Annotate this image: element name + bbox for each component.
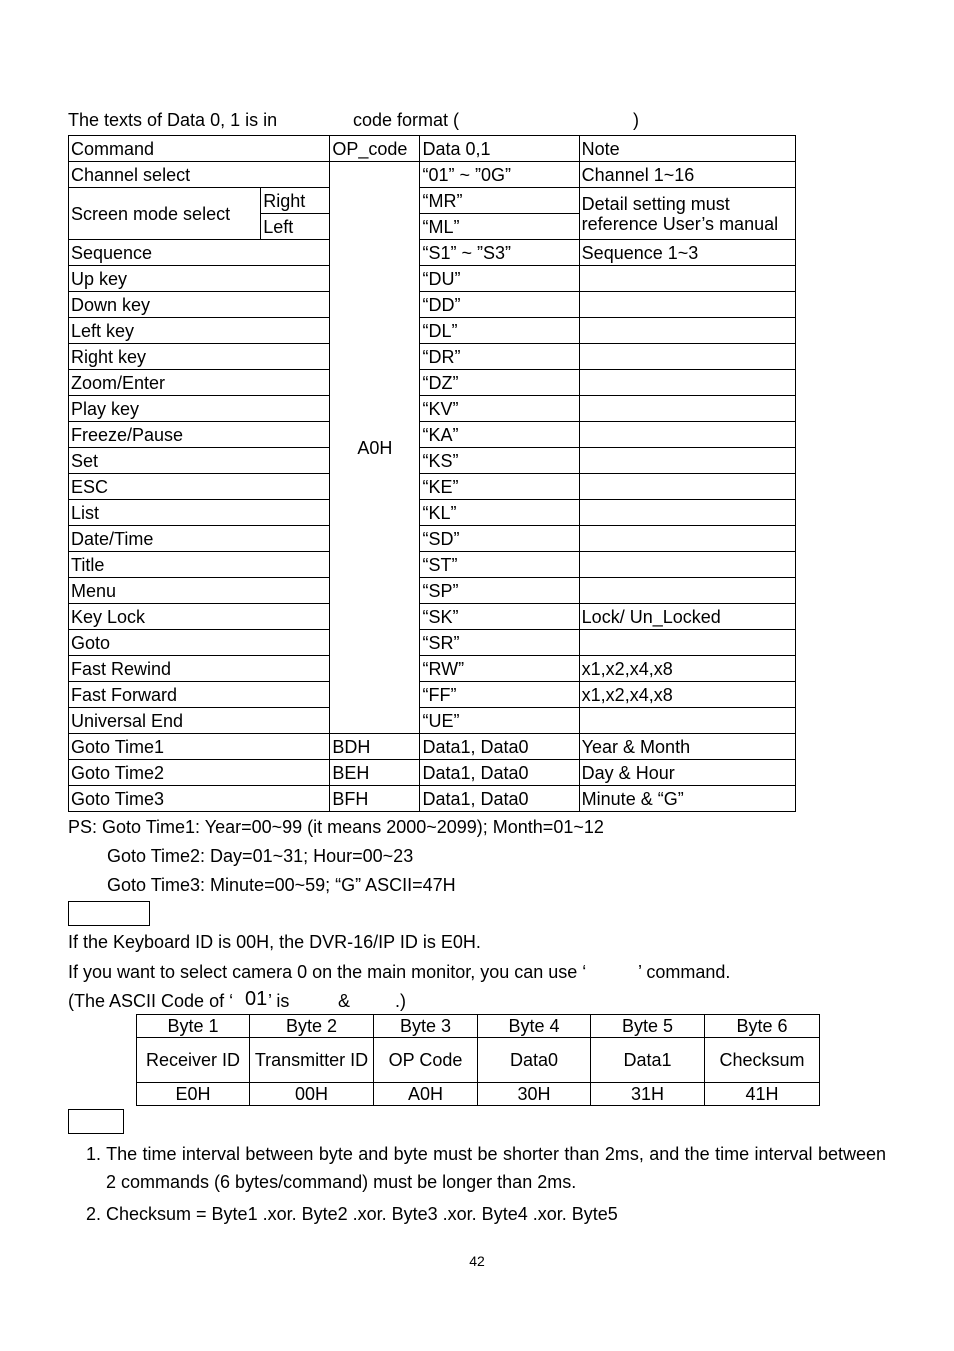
note-cell <box>579 500 795 526</box>
byte-value: E0H <box>137 1083 250 1106</box>
note-cell <box>579 422 795 448</box>
intro-part3: ) <box>633 110 639 130</box>
byte-table <box>136 1014 820 1106</box>
note-cell: Year & Month <box>579 734 795 760</box>
example-label-box <box>68 901 150 926</box>
byte-label-row <box>137 1038 820 1083</box>
example-line-2a: If you want to select camera 0 on the main monitor, you can use ‘ <box>68 962 587 982</box>
table-row <box>69 344 796 370</box>
data-cell: “KS” <box>420 448 579 474</box>
cmd-cell: Freeze/Pause <box>69 422 330 448</box>
cmd-cell: Up key <box>69 266 330 292</box>
byte-value: 41H <box>705 1083 820 1106</box>
note-cell: x1,x2,x4,x8 <box>579 682 795 708</box>
opcode-shared-cell: A0H <box>330 162 420 734</box>
opcode-cell: BFH <box>330 786 420 812</box>
ps-line-3: Goto Time3: Minute=00~59; “G” ASCII=47H <box>107 875 456 895</box>
table-row <box>69 630 796 656</box>
data-cell: “SP” <box>420 578 579 604</box>
cmd-cell: Menu <box>69 578 330 604</box>
table-row <box>69 656 796 682</box>
cmd-cell: Goto <box>69 630 330 656</box>
table-header-row <box>69 136 796 162</box>
data-cell: “KL” <box>420 500 579 526</box>
cmd-cell: Play key <box>69 396 330 422</box>
byte-value: 00H <box>250 1083 374 1106</box>
header-note: Note <box>579 136 795 162</box>
byte-label: Receiver ID <box>137 1038 250 1083</box>
cmd-cell: Fast Forward <box>69 682 330 708</box>
note-cell <box>579 526 795 552</box>
byte-value: 31H <box>591 1083 705 1106</box>
note-2: 2. Checksum = Byte1 .xor. Byte2 .xor. Byte3 .xor. Byte4 .xor. Byte5 <box>86 1204 618 1224</box>
byte-header: Byte 3 <box>374 1015 478 1038</box>
note-cell: Day & Hour <box>579 760 795 786</box>
example-line-1: If the Keyboard ID is 00H, the DVR-16/IP ID is E0H. <box>68 932 481 952</box>
example-line-2b: ’ command. <box>638 962 731 982</box>
data-cell: “ST” <box>420 552 579 578</box>
note-cell <box>579 370 795 396</box>
note-cell <box>579 578 795 604</box>
data-cell: Data1, Data0 <box>420 760 579 786</box>
header-data: Data 0,1 <box>420 136 579 162</box>
page-number: 42 <box>469 1253 485 1269</box>
data-cell: “SR” <box>420 630 579 656</box>
table-row <box>69 188 796 214</box>
cmd-cell: Right key <box>69 344 330 370</box>
cmd-cell: ESC <box>69 474 330 500</box>
byte-label: Data1 <box>591 1038 705 1083</box>
cmd-cell: Goto Time3 <box>69 786 330 812</box>
note-cell <box>579 708 795 734</box>
note-cell: Sequence 1~3 <box>579 240 795 266</box>
cmd-cell: Universal End <box>69 708 330 734</box>
opcode-cell: BEH <box>330 760 420 786</box>
byte-header: Byte 5 <box>591 1015 705 1038</box>
table-row <box>69 786 796 812</box>
table-row <box>69 422 796 448</box>
table-row <box>69 604 796 630</box>
data-cell: “UE” <box>420 708 579 734</box>
note-cell: Lock/ Un_Locked <box>579 604 795 630</box>
note-cell <box>579 552 795 578</box>
table-row <box>69 734 796 760</box>
table-row <box>69 552 796 578</box>
note-cell <box>579 292 795 318</box>
table-row <box>69 448 796 474</box>
table-row <box>69 760 796 786</box>
cmd-cell: Title <box>69 552 330 578</box>
data-cell: “FF” <box>420 682 579 708</box>
opcode-cell: BDH <box>330 734 420 760</box>
cmd-cell: Zoom/Enter <box>69 370 330 396</box>
intro-text <box>68 109 277 131</box>
data-cell: “MR” <box>420 188 579 214</box>
note-cell <box>579 344 795 370</box>
ps-line-1: PS: Goto Time1: Year=00~99 (it means 2000~2099); Month=01~12 <box>68 817 604 837</box>
data-cell: “DZ” <box>420 370 579 396</box>
note-cell <box>579 396 795 422</box>
cmd-cell: Set <box>69 448 330 474</box>
data-cell: “DU” <box>420 266 579 292</box>
screen-mode-right: Right <box>261 188 330 214</box>
table-row <box>69 370 796 396</box>
cmd-cell: Down key <box>69 292 330 318</box>
example-line-3c: ’ is <box>268 991 290 1011</box>
data-cell: Data1, Data0 <box>420 786 579 812</box>
cmd-cell: Goto Time2 <box>69 760 330 786</box>
table-row <box>69 240 796 266</box>
byte-header: Byte 2 <box>250 1015 374 1038</box>
table-row <box>69 708 796 734</box>
note-cell: Minute & “G” <box>579 786 795 812</box>
table-row <box>69 396 796 422</box>
cmd-cell: List <box>69 500 330 526</box>
table-row <box>69 500 796 526</box>
table-row <box>69 578 796 604</box>
example-line-3e: .) <box>395 991 406 1011</box>
note-label-box <box>68 1109 124 1134</box>
table-row <box>69 292 796 318</box>
byte-value: 30H <box>478 1083 591 1106</box>
note-cell: x1,x2,x4,x8 <box>579 656 795 682</box>
cmd-cell: Key Lock <box>69 604 330 630</box>
data-cell: “KA” <box>420 422 579 448</box>
note-cell <box>579 448 795 474</box>
table-row <box>69 682 796 708</box>
byte-label: OP Code <box>374 1038 478 1083</box>
cmd-cell: Sequence <box>69 240 330 266</box>
example-line-3a: (The ASCII Code of ‘ <box>68 991 234 1011</box>
table-row <box>69 162 796 188</box>
note-cell <box>579 630 795 656</box>
cmd-cell: Fast Rewind <box>69 656 330 682</box>
byte-value: A0H <box>374 1083 478 1106</box>
note-cell <box>579 474 795 500</box>
byte-header: Byte 1 <box>137 1015 250 1038</box>
byte-label: Data0 <box>478 1038 591 1083</box>
note-cell: Channel 1~16 <box>579 162 795 188</box>
data-cell: “SD” <box>420 526 579 552</box>
note-1: 1. The time interval between byte and byte must be shorter than 2ms, and the time interval between 2 commands (6 bytes/command) must be longer than 2ms. <box>86 1144 886 1192</box>
example-line-3b: 01 <box>245 988 268 1010</box>
cmd-cell: Channel select <box>69 162 330 188</box>
table-row <box>69 266 796 292</box>
header-opcode: OP_code <box>330 136 420 162</box>
note-cell-screen-mode: Detail setting must reference User’s manual <box>579 188 795 240</box>
data-cell: “ML” <box>420 214 579 240</box>
screen-mode-left: Left <box>261 214 330 240</box>
data-cell: “01” ~ ”0G” <box>420 162 579 188</box>
note-cell <box>579 318 795 344</box>
data-cell: Data1, Data0 <box>420 734 579 760</box>
byte-header: Byte 6 <box>705 1015 820 1038</box>
command-table <box>68 135 796 812</box>
ps-line-2: Goto Time2: Day=01~31; Hour=00~23 <box>107 846 414 866</box>
byte-header-row <box>137 1015 820 1038</box>
byte-header: Byte 4 <box>478 1015 591 1038</box>
cmd-cell: Goto Time1 <box>69 734 330 760</box>
data-cell: “KE” <box>420 474 579 500</box>
data-cell: “DR” <box>420 344 579 370</box>
table-row <box>69 318 796 344</box>
byte-label: Checksum <box>705 1038 820 1083</box>
cmd-cell: Left key <box>69 318 330 344</box>
intro-part1: The texts of Data 0, 1 is in <box>68 110 278 130</box>
table-row <box>69 526 796 552</box>
byte-label: Transmitter ID <box>250 1038 374 1083</box>
byte-value-row <box>137 1083 820 1106</box>
header-command: Command <box>69 136 330 162</box>
data-cell: “DL” <box>420 318 579 344</box>
table-row <box>69 474 796 500</box>
example-line-3d: & <box>338 991 351 1011</box>
cmd-cell: Date/Time <box>69 526 330 552</box>
data-cell: “KV” <box>420 396 579 422</box>
note-cell <box>579 266 795 292</box>
data-cell: “RW” <box>420 656 579 682</box>
intro-part2: code format ( <box>353 110 460 130</box>
data-cell: “DD” <box>420 292 579 318</box>
data-cell: “S1” ~ ”S3” <box>420 240 579 266</box>
data-cell: “SK” <box>420 604 579 630</box>
cmd-cell-screen-mode: Screen mode select <box>69 188 261 240</box>
